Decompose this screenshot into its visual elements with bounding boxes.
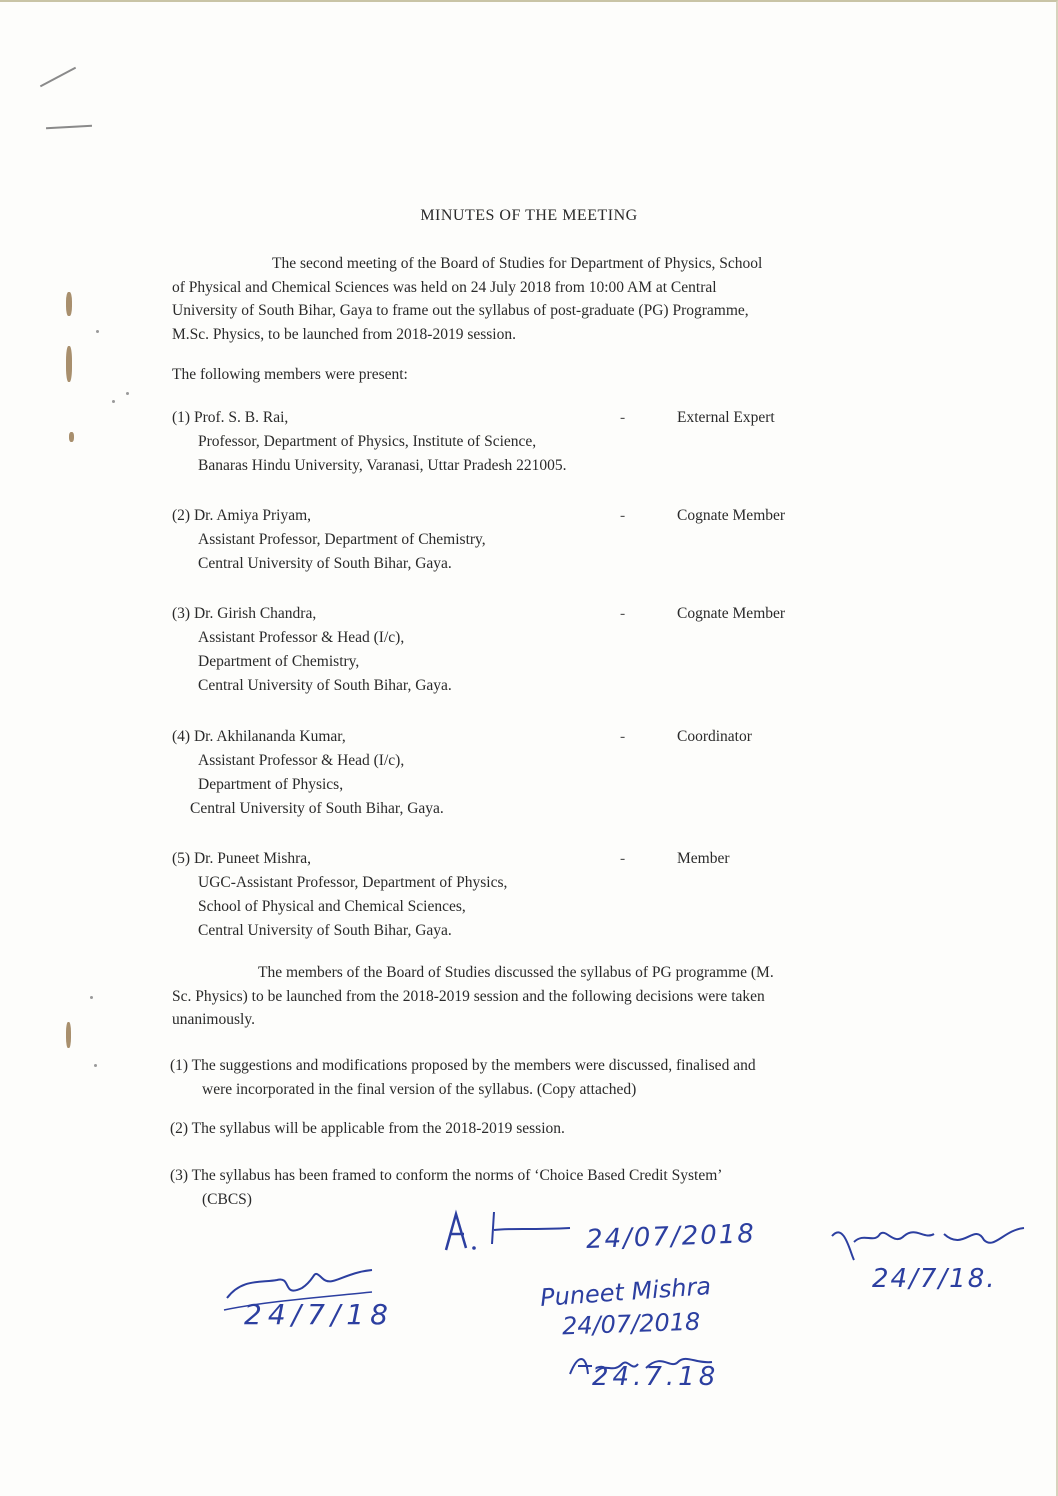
- member-name: (3) Dr. Girish Chandra,: [172, 605, 317, 622]
- member-detail: Professor, Department of Physics, Institute of Science,: [198, 433, 537, 450]
- discussion-line: The members of the Board of Studies discussed the syllabus of PG programme (M.: [258, 964, 774, 981]
- member-detail: School of Physical and Chemical Sciences,: [198, 898, 466, 915]
- staple-stain: [66, 346, 72, 382]
- member-role: Member: [677, 850, 730, 867]
- present-heading: The following members were present:: [172, 366, 408, 383]
- intro-line: of Physical and Chemical Sciences was held on 24 July 2018 from 10:00 AM at Central: [172, 278, 717, 296]
- member-name: (1) Prof. S. B. Rai,: [172, 409, 289, 426]
- discussion-line: unanimously.: [172, 1011, 255, 1028]
- intro-line: University of South Bihar, Gaya to frame out the syllabus of post-graduate (PG) Programme,: [172, 302, 749, 319]
- decision-text-cont: were incorporated in the final version of the syllabus. (Copy attached): [202, 1080, 637, 1098]
- speck: [94, 1064, 97, 1067]
- member-name: (4) Dr. Akhilananda Kumar,: [172, 728, 346, 745]
- decision-2: [170, 1117, 880, 1141]
- member-role: External Expert: [677, 409, 775, 426]
- staple-stain: [66, 1022, 71, 1048]
- member-entry-1: [172, 406, 852, 478]
- member-dash: -: [620, 850, 626, 867]
- member-detail: UGC-Assistant Professor, Department of Physics,: [198, 874, 508, 891]
- member-name: (2) Dr. Amiya Priyam,: [172, 507, 312, 524]
- signature-date-4: 24/07/2018: [561, 1307, 701, 1341]
- decision-text-cont: (CBCS): [202, 1190, 252, 1208]
- signature-scribble-2: [440, 1208, 580, 1258]
- member-dash: -: [620, 605, 626, 622]
- member-entry-4: [172, 725, 852, 821]
- speck: [126, 392, 129, 395]
- speck: [112, 400, 115, 403]
- member-detail: Assistant Professor & Head (I/c),: [198, 629, 405, 646]
- signature-date-2: 24/07/2018: [585, 1219, 757, 1255]
- member-detail: Assistant Professor, Department of Chemistry,: [198, 531, 486, 548]
- discussion-line: Sc. Physics) to be launched from the 2018-2019 session and the following decisions were taken: [172, 987, 765, 1005]
- member-dash: -: [620, 409, 626, 426]
- speck: [96, 330, 99, 333]
- decision-1: [170, 1054, 880, 1101]
- signature-date-3: 24/7/18.: [872, 1264, 997, 1294]
- member-entry-2: [172, 504, 852, 576]
- discussion-paragraph: [172, 961, 892, 1032]
- member-detail: Central University of South Bihar, Gaya.: [198, 677, 452, 694]
- member-dash: -: [620, 728, 626, 745]
- member-detail: Central University of South Bihar, Gaya.: [198, 922, 452, 939]
- intro-paragraph: [172, 252, 892, 346]
- member-role: Coordinator: [677, 728, 752, 745]
- decision-text: (3) The syllabus has been framed to conform the norms of ‘Choice Based Credit System’: [170, 1167, 723, 1184]
- intro-line: M.Sc. Physics, to be launched from 2018-2019 session.: [172, 325, 516, 343]
- decision-3: [170, 1164, 880, 1211]
- member-detail: Banaras Hindu University, Varanasi, Uttar Pradesh 221005.: [198, 457, 567, 474]
- signature-date-1: 24/7/18: [244, 1298, 394, 1331]
- decision-text: (1) The suggestions and modifications proposed by the members were discussed, finalised and: [170, 1057, 756, 1074]
- member-detail: Assistant Professor & Head (I/c),: [198, 752, 405, 769]
- member-entry-3: [172, 602, 852, 698]
- member-role: Cognate Member: [677, 507, 786, 524]
- member-detail: Central University of South Bihar, Gaya.: [198, 555, 452, 572]
- speck: [90, 996, 93, 999]
- member-role: Cognate Member: [677, 605, 786, 622]
- signature-name-4: Puneet Mishra: [539, 1272, 712, 1312]
- member-detail: Central University of South Bihar, Gaya.: [190, 800, 444, 817]
- member-detail: Department of Chemistry,: [198, 653, 360, 670]
- signature-scribble-3: [824, 1222, 1034, 1262]
- page-title: MINUTES OF THE MEETING: [420, 207, 638, 224]
- member-entry-5: [172, 847, 852, 943]
- signature-date-5: 24.7.18: [592, 1362, 720, 1392]
- member-dash: -: [620, 507, 626, 524]
- member-name: (5) Dr. Puneet Mishra,: [172, 850, 312, 867]
- member-detail: Department of Physics,: [198, 776, 344, 793]
- decision-text: (2) The syllabus will be applicable from the 2018-2019 session.: [170, 1120, 565, 1137]
- staple-stain: [66, 292, 72, 316]
- staple-stain: [69, 432, 74, 442]
- intro-line: The second meeting of the Board of Studies for Department of Physics, School: [272, 255, 763, 272]
